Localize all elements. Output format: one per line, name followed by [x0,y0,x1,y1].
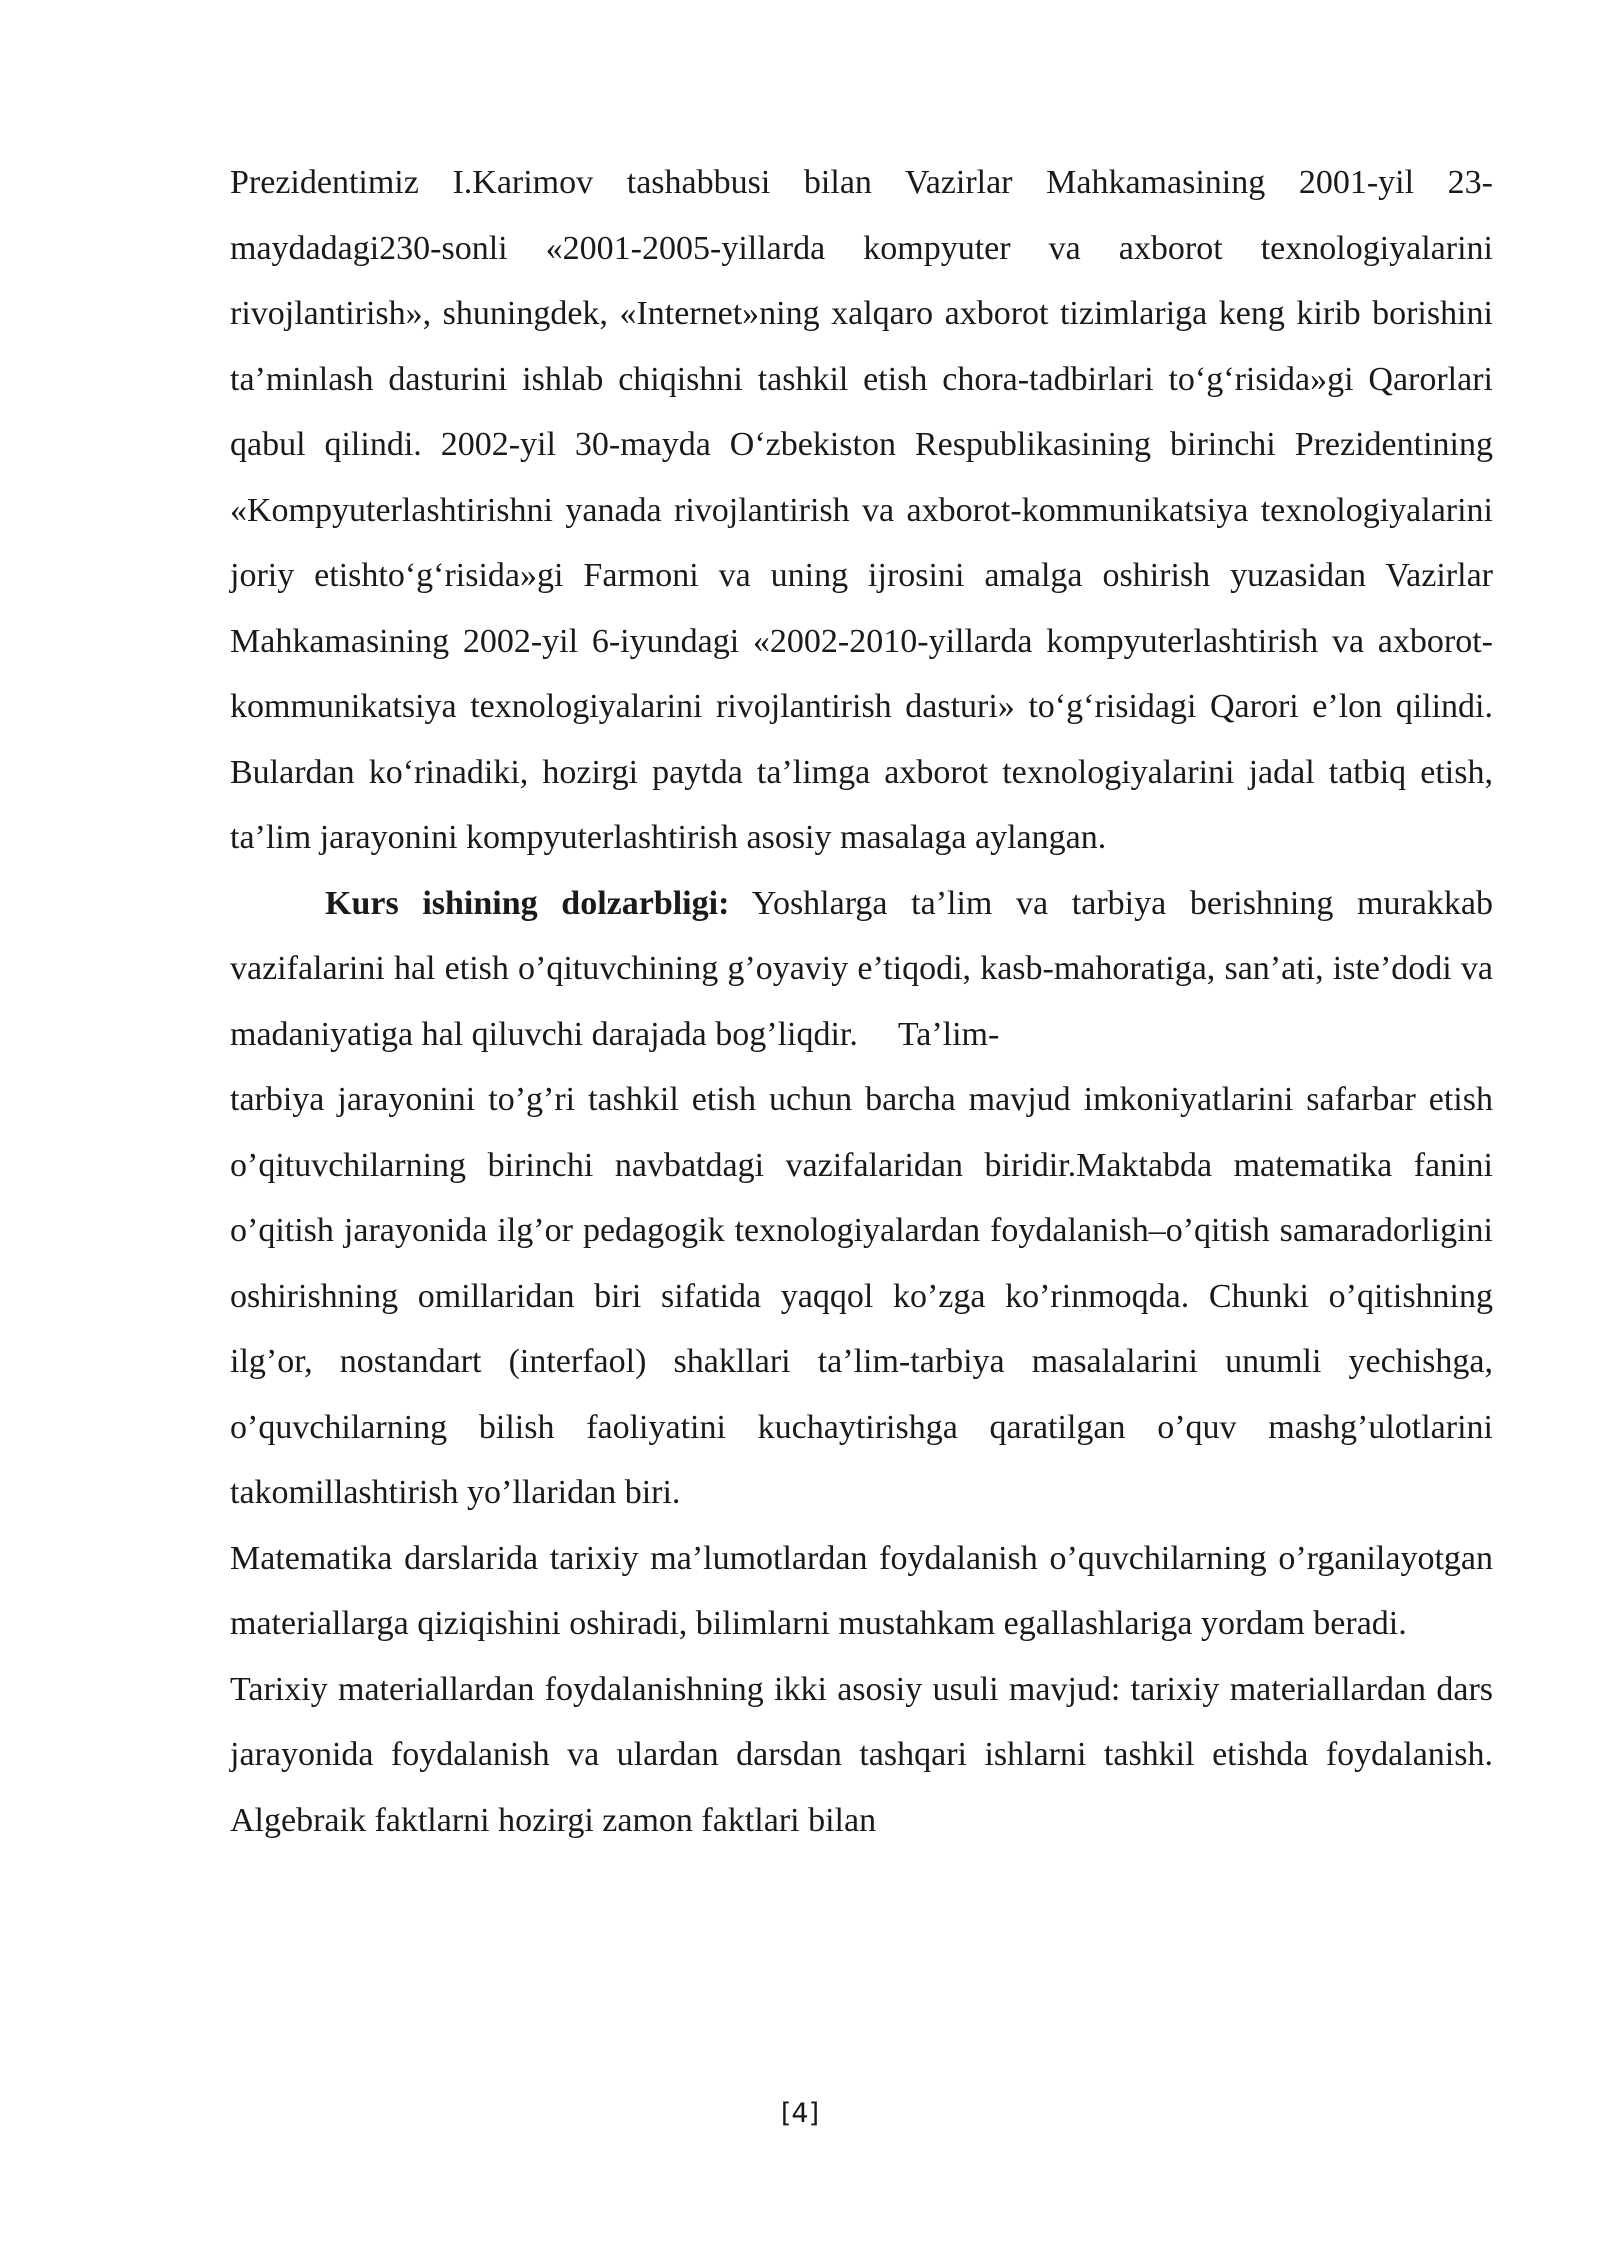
paragraph-text: Prezidentimiz I.Karimov tashabbusi bilan Vazirlar Mahkamasining 2001-yil 23-maydadagi230-sonli «2001-2005-yillarda kompyuter va axborot texnologiyalarini rivojlantirish», shuningdek, «Internet»ning xalqaro axborot tizimlariga keng kirib borishini ta’minlash dasturini ishlab chiqishni tashkil etish chora-tadbirlari to‘g‘risida»gi Qarorlari qabul qilindi. 2002-yil 30-mayda O‘zbekiston Respublikasining birinchi Prezidentining «Kompyuterlashtirishni yanada rivojlantirish va axborot-kommunikatsiya texnologiyalarini joriy etishto‘g‘risida»gi Farmoni va uning ijrosini amalga oshirish yuzasidan Vazirlar Mahkamasining 2002-yil 6-iyundagi «2002-2010-yillarda kompyuterlashtirish va axborot-kommunikatsiya texnologiyalarini rivojlantirish dasturi» to‘g‘risidagi Qarori e’lon qilindi. Bulardan ko‘rinadiki, hozirgi paytda ta’limga axborot texnologiyalarini jadal tatbiq etish, ta’lim jarayonini kompyuterlashtirish asosiy masalaga aylangan. [230,164,1493,856]
paragraph-relevance [230,871,1493,1068]
relevance-heading: Kurs ishining dolzarbligi: [325,884,730,922]
paragraph-text-tail: Ta’lim- [897,1015,1000,1053]
paragraph-text: tarbiya jarayonini to’g’ri tashkil etish uchun barcha mavjud imkoniyatlarini safarbar etish o’qituvchilarning birinchi navbatdagi vazifalaridan biridir.Maktabda matematika fanini o’qitish jarayonida ilg’or pedagogik texnologiyalardan foydalanish–o’qitish samaradorligini oshirishning omillaridan biri sifatida yaqqol ko’zga ko’rinmoqda. Chunki o’qitishning ilg’or, nostandart (interfaol) shakllari ta’lim-tarbiya masalalarini unumli yechishga, o’quvchilarning bilish faoliyatini kuchaytirishga qaratilgan o’quv mashg’ulotlarini takomillashtirish yo’llaridan biri. [230,1081,1493,1511]
paragraph-methods [230,1657,1493,1854]
page-number: [4] [780,2098,820,2129]
paragraph-relevance-continued [230,1067,1493,1526]
document-body [230,150,1493,1853]
paragraph-decrees [230,150,1493,871]
paragraph-text: Matematika darslarida tarixiy ma’lumotlardan foydalanish o’quvchilarning o’rganilayotgan materiallarga qiziqishini oshiradi, bilimlarni mustahkam egallashlariga yordam beradi. [230,1539,1493,1642]
paragraph-text: Tarixiy materiallardan foydalanishning ikki asosiy usuli mavjud: tarixiy materiallardan dars jarayonida foydalanish va ulardan darsdan tashqari ishlarni tashkil etishda foydalanish. Algebraik faktlarni hozirgi zamon faktlari bilan [230,1670,1493,1839]
paragraph-history [230,1526,1493,1657]
paragraph-text: Yoshlarga ta’lim va tarbiya berishning murakkab vazifalarini hal etish o’qituvchining g’oyaviy e’tiqodi, kasb-mahoratiga, san’ati, iste’dodi va madaniyatiga hal qiluvchi darajada bog’liqdir. [230,884,1493,1053]
